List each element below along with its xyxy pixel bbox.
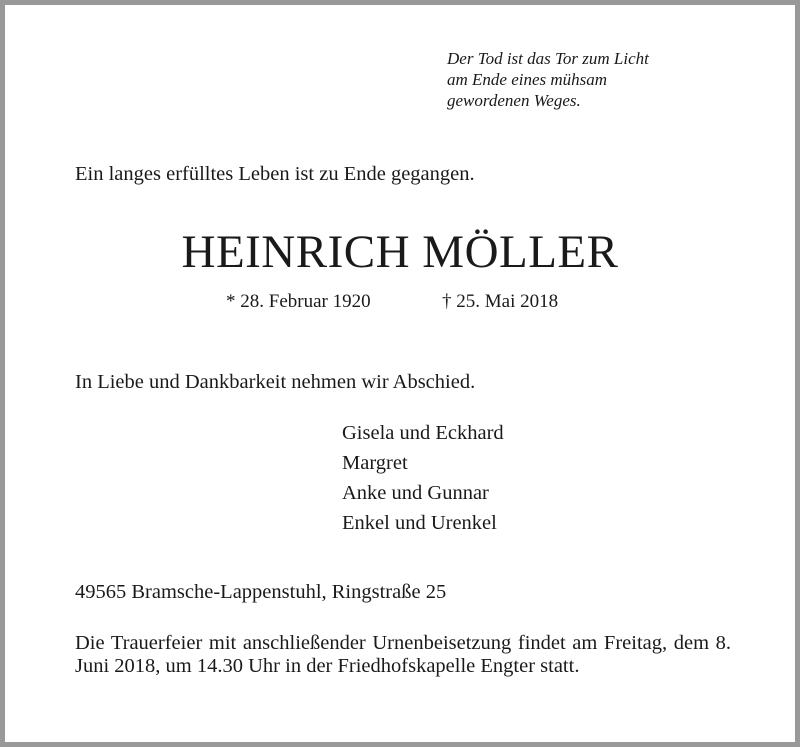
address-line: 49565 Bramsche-Lappenstuhl, Ringstraße 25 xyxy=(75,581,447,603)
birth-date: * 28. Februar 1920 xyxy=(226,291,371,312)
mourners-list xyxy=(342,418,504,538)
quote-line: gewordenen Weges. xyxy=(447,91,581,110)
quote-line: am Ende eines mühsam xyxy=(447,70,608,89)
intro-text: Ein langes erfülltes Leben ist zu Ende gegangen. xyxy=(75,163,475,185)
mourner-entry: Enkel und Urenkel xyxy=(342,512,497,534)
quote-line: Der Tod ist das Tor zum Licht xyxy=(447,49,649,68)
death-date: † 25. Mai 2018 xyxy=(442,291,559,312)
quote-block xyxy=(447,48,649,111)
mourner-entry: Margret xyxy=(342,452,408,474)
deceased-name: HEINRICH MÖLLER xyxy=(181,226,619,278)
mourner-entry: Anke und Gunnar xyxy=(342,482,489,504)
farewell-text: In Liebe und Dankbarkeit nehmen wir Abschied. xyxy=(75,371,476,393)
mourner-entry: Gisela und Eckhard xyxy=(342,422,504,444)
service-announcement: Die Trauerfeier mit anschließender Urnenbeisetzung findet am Freitag, dem 8. Juni 2018, um 14.30 Uhr in der Friedhofskapelle Engter statt. xyxy=(75,632,731,677)
